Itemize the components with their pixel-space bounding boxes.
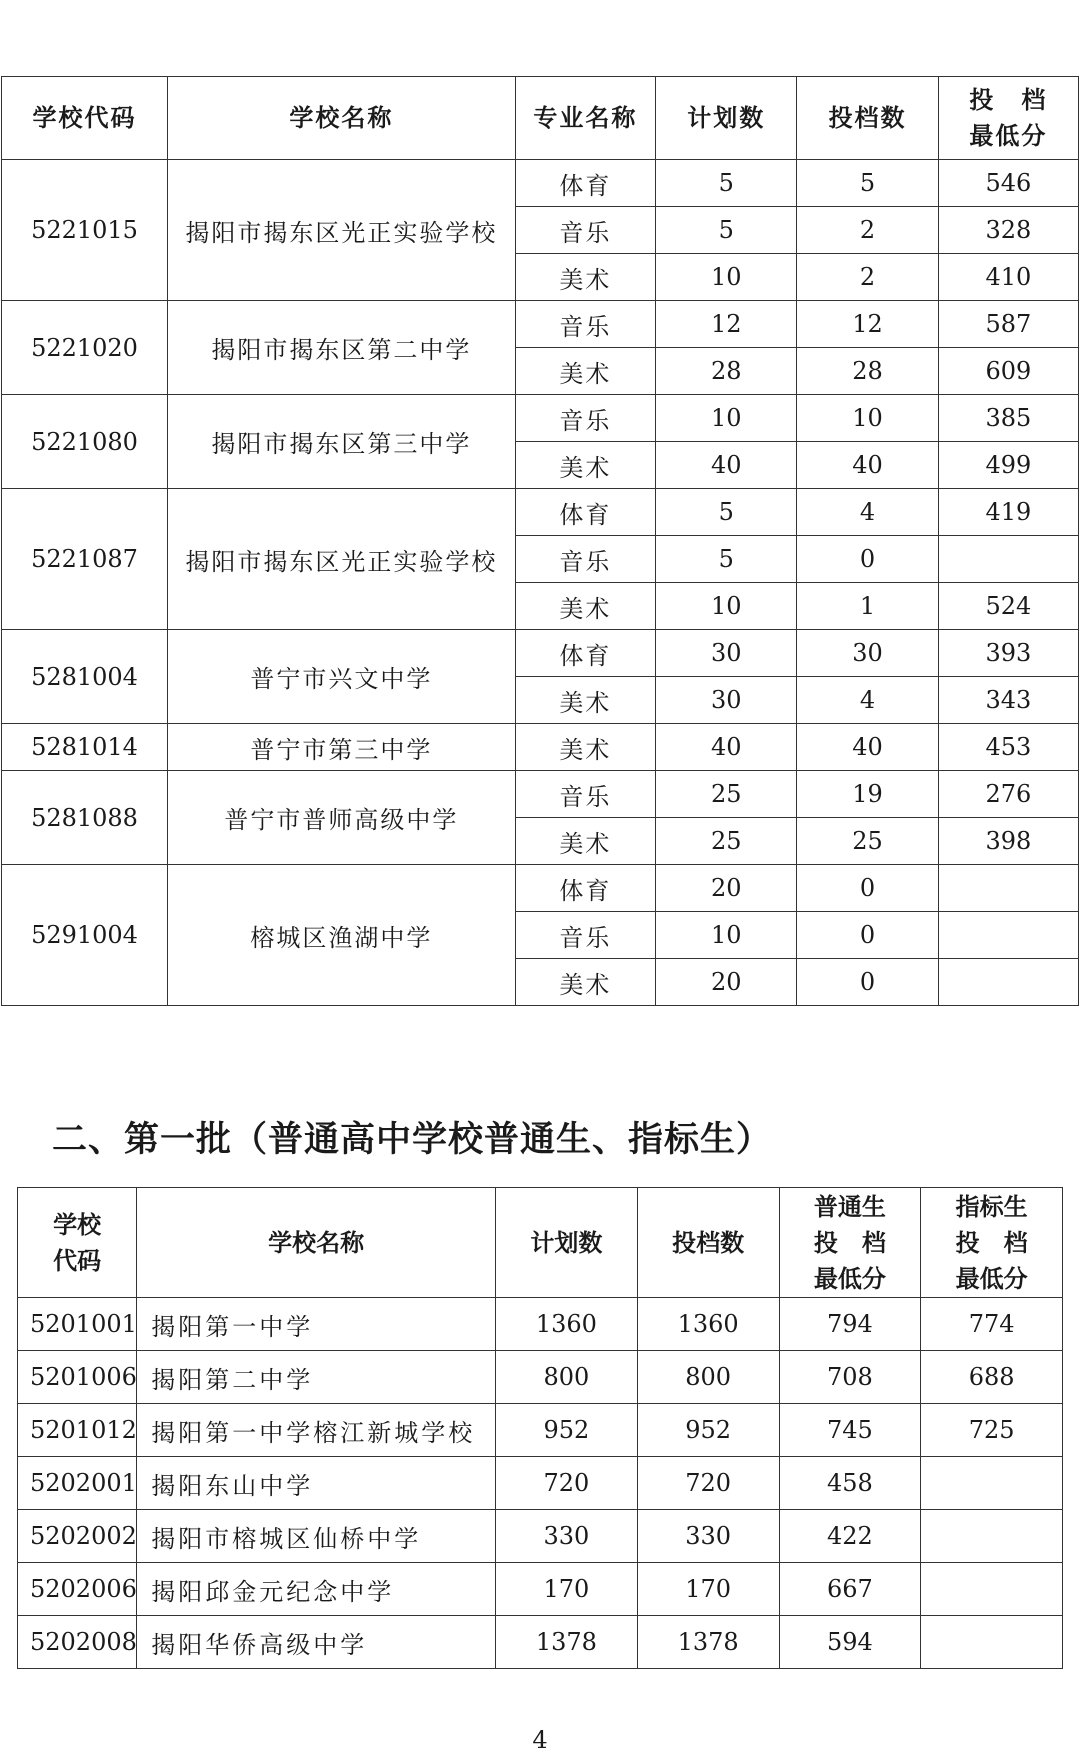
admit-count-cell: 0 (797, 912, 938, 959)
quota-min-score-cell: 725 (921, 1404, 1063, 1457)
regular-min-score-cell: 708 (779, 1351, 921, 1404)
header-admit-count: 投档数 (797, 77, 938, 160)
major-name-cell: 音乐 (515, 207, 655, 254)
admit-count-cell: 1 (797, 583, 938, 630)
table-row (18, 1616, 1063, 1669)
table-row (2, 395, 1079, 442)
school-code-cell: 5221087 (2, 489, 168, 630)
plan-count-cell: 1360 (496, 1298, 638, 1351)
plan-count-cell: 28 (656, 348, 797, 395)
table-row (2, 771, 1079, 818)
school-name-cell: 揭阳东山中学 (137, 1457, 496, 1510)
plan-count-cell: 5 (656, 160, 797, 207)
table-header-row (18, 1188, 1063, 1298)
school-code-cell: 5202008 (18, 1616, 137, 1669)
header-regular-line1: 普通生 (813, 1192, 886, 1221)
min-score-cell: 524 (938, 583, 1078, 630)
quota-min-score-cell (921, 1563, 1063, 1616)
admit-count-cell: 30 (797, 630, 938, 677)
admit-count-cell: 25 (797, 818, 938, 865)
school-code-cell: 5291004 (2, 865, 168, 1006)
min-score-cell: 343 (938, 677, 1078, 724)
major-name-cell: 美术 (515, 442, 655, 489)
min-score-cell: 385 (938, 395, 1078, 442)
table-art-admission (1, 76, 1079, 1006)
admit-count-cell: 0 (797, 536, 938, 583)
min-score-cell: 609 (938, 348, 1078, 395)
school-code-cell: 5281004 (2, 630, 168, 724)
school-code-cell: 5202002 (18, 1510, 137, 1563)
table-row (18, 1563, 1063, 1616)
section-title: 二、第一批（普通高中学校普通生、指标生） (52, 1120, 773, 1160)
header-admit-count: 投档数 (637, 1188, 779, 1298)
school-name-cell: 普宁市兴文中学 (168, 630, 516, 724)
header-min-score (938, 77, 1078, 160)
school-code-cell: 5202001 (18, 1457, 137, 1510)
plan-count-cell: 30 (656, 630, 797, 677)
school-name-cell: 揭阳市揭东区第二中学 (168, 301, 516, 395)
table-row (18, 1351, 1063, 1404)
header-school-name: 学校名称 (168, 77, 516, 160)
admit-count-cell: 40 (797, 442, 938, 489)
min-score-cell: 393 (938, 630, 1078, 677)
min-score-cell (938, 912, 1078, 959)
admit-count-cell: 28 (797, 348, 938, 395)
school-code-cell: 5202006 (18, 1563, 137, 1616)
major-name-cell: 音乐 (515, 536, 655, 583)
header-school-code-line1: 学校 (53, 1210, 102, 1239)
header-quota-line1: 指标生 (955, 1192, 1028, 1221)
min-score-cell: 546 (938, 160, 1078, 207)
major-name-cell: 音乐 (515, 395, 655, 442)
header-major-name: 专业名称 (515, 77, 655, 160)
table-row (18, 1457, 1063, 1510)
admit-count-cell: 4 (797, 489, 938, 536)
admit-count-cell: 1360 (637, 1298, 779, 1351)
quota-min-score-cell (921, 1457, 1063, 1510)
plan-count-cell: 12 (656, 301, 797, 348)
plan-count-cell: 40 (656, 724, 797, 771)
plan-count-cell: 20 (656, 959, 797, 1006)
school-name-cell: 普宁市第三中学 (168, 724, 516, 771)
school-code-cell: 5201012 (18, 1404, 137, 1457)
school-name-cell: 普宁市普师高级中学 (168, 771, 516, 865)
admit-count-cell: 5 (797, 160, 938, 207)
header-quota-line3: 最低分 (955, 1264, 1028, 1293)
admit-count-cell: 330 (637, 1510, 779, 1563)
plan-count-cell: 10 (656, 583, 797, 630)
min-score-cell (938, 865, 1078, 912)
table-row (2, 160, 1079, 207)
plan-count-cell: 720 (496, 1457, 638, 1510)
plan-count-cell: 25 (656, 818, 797, 865)
regular-min-score-cell: 667 (779, 1563, 921, 1616)
header-quota-min-score (921, 1188, 1063, 1298)
plan-count-cell: 952 (496, 1404, 638, 1457)
school-name-cell: 榕城区渔湖中学 (168, 865, 516, 1006)
major-name-cell: 美术 (515, 254, 655, 301)
table-first-batch (17, 1187, 1063, 1669)
plan-count-cell: 800 (496, 1351, 638, 1404)
header-plan-count: 计划数 (656, 77, 797, 160)
min-score-cell: 453 (938, 724, 1078, 771)
plan-count-cell: 330 (496, 1510, 638, 1563)
admit-count-cell: 1378 (637, 1616, 779, 1669)
table-header-row (2, 77, 1079, 160)
admit-count-cell: 800 (637, 1351, 779, 1404)
header-school-name: 学校名称 (137, 1188, 496, 1298)
major-name-cell: 美术 (515, 959, 655, 1006)
major-name-cell: 美术 (515, 583, 655, 630)
plan-count-cell: 5 (656, 207, 797, 254)
min-score-cell: 276 (938, 771, 1078, 818)
min-score-cell (938, 959, 1078, 1006)
table-row (2, 301, 1079, 348)
plan-count-cell: 170 (496, 1563, 638, 1616)
plan-count-cell: 40 (656, 442, 797, 489)
regular-min-score-cell: 594 (779, 1616, 921, 1669)
school-name-cell: 揭阳市榕城区仙桥中学 (137, 1510, 496, 1563)
admit-count-cell: 4 (797, 677, 938, 724)
quota-min-score-cell: 774 (921, 1298, 1063, 1351)
plan-count-cell: 10 (656, 395, 797, 442)
major-name-cell: 音乐 (515, 771, 655, 818)
regular-min-score-cell: 458 (779, 1457, 921, 1510)
header-min-score-line2: 最低分 (969, 122, 1048, 150)
table-row (2, 630, 1079, 677)
admit-count-cell: 170 (637, 1563, 779, 1616)
plan-count-cell: 30 (656, 677, 797, 724)
plan-count-cell: 5 (656, 489, 797, 536)
school-code-cell: 5201006 (18, 1351, 137, 1404)
regular-min-score-cell: 745 (779, 1404, 921, 1457)
min-score-cell: 587 (938, 301, 1078, 348)
school-code-cell: 5221020 (2, 301, 168, 395)
min-score-cell: 328 (938, 207, 1078, 254)
table-row (2, 724, 1079, 771)
major-name-cell: 美术 (515, 724, 655, 771)
header-quota-line2: 投 档 (955, 1228, 1028, 1257)
plan-count-cell: 5 (656, 536, 797, 583)
admit-count-cell: 720 (637, 1457, 779, 1510)
min-score-cell: 410 (938, 254, 1078, 301)
plan-count-cell: 25 (656, 771, 797, 818)
page-number: 4 (532, 1726, 548, 1754)
admit-count-cell: 952 (637, 1404, 779, 1457)
admit-count-cell: 19 (797, 771, 938, 818)
school-code-cell: 5221015 (2, 160, 168, 301)
school-name-cell: 揭阳第一中学榕江新城学校 (137, 1404, 496, 1457)
plan-count-cell: 1378 (496, 1616, 638, 1669)
header-school-code: 学校代码 (2, 77, 168, 160)
table-row (2, 865, 1079, 912)
min-score-cell: 398 (938, 818, 1078, 865)
major-name-cell: 美术 (515, 348, 655, 395)
min-score-cell: 419 (938, 489, 1078, 536)
admit-count-cell: 2 (797, 254, 938, 301)
header-school-code (18, 1188, 137, 1298)
major-name-cell: 音乐 (515, 301, 655, 348)
admit-count-cell: 0 (797, 865, 938, 912)
header-plan-count: 计划数 (496, 1188, 638, 1298)
school-name-cell: 揭阳市揭东区光正实验学校 (168, 489, 516, 630)
school-name-cell: 揭阳市揭东区光正实验学校 (168, 160, 516, 301)
school-code-cell: 5281014 (2, 724, 168, 771)
table-row (18, 1404, 1063, 1457)
school-name-cell: 揭阳邱金元纪念中学 (137, 1563, 496, 1616)
school-name-cell: 揭阳华侨高级中学 (137, 1616, 496, 1669)
admit-count-cell: 10 (797, 395, 938, 442)
regular-min-score-cell: 794 (779, 1298, 921, 1351)
table-row (2, 489, 1079, 536)
school-name-cell: 揭阳第一中学 (137, 1298, 496, 1351)
major-name-cell: 体育 (515, 489, 655, 536)
quota-min-score-cell (921, 1510, 1063, 1563)
admit-count-cell: 0 (797, 959, 938, 1006)
admit-count-cell: 2 (797, 207, 938, 254)
major-name-cell: 美术 (515, 818, 655, 865)
header-school-code-line2: 代码 (53, 1246, 102, 1275)
plan-count-cell: 20 (656, 865, 797, 912)
major-name-cell: 美术 (515, 677, 655, 724)
school-name-cell: 揭阳市揭东区第三中学 (168, 395, 516, 489)
header-min-score-line1: 投 档 (969, 86, 1048, 114)
admit-count-cell: 40 (797, 724, 938, 771)
plan-count-cell: 10 (656, 254, 797, 301)
major-name-cell: 体育 (515, 865, 655, 912)
regular-min-score-cell: 422 (779, 1510, 921, 1563)
plan-count-cell: 10 (656, 912, 797, 959)
major-name-cell: 音乐 (515, 912, 655, 959)
school-code-cell: 5221080 (2, 395, 168, 489)
min-score-cell: 499 (938, 442, 1078, 489)
admit-count-cell: 12 (797, 301, 938, 348)
school-code-cell: 5281088 (2, 771, 168, 865)
school-name-cell: 揭阳第二中学 (137, 1351, 496, 1404)
school-code-cell: 5201001 (18, 1298, 137, 1351)
table-row (18, 1298, 1063, 1351)
header-regular-line3: 最低分 (813, 1264, 886, 1293)
header-regular-min-score (779, 1188, 921, 1298)
quota-min-score-cell: 688 (921, 1351, 1063, 1404)
quota-min-score-cell (921, 1616, 1063, 1669)
major-name-cell: 体育 (515, 160, 655, 207)
major-name-cell: 体育 (515, 630, 655, 677)
header-regular-line2: 投 档 (813, 1228, 886, 1257)
min-score-cell (938, 536, 1078, 583)
table-row (18, 1510, 1063, 1563)
